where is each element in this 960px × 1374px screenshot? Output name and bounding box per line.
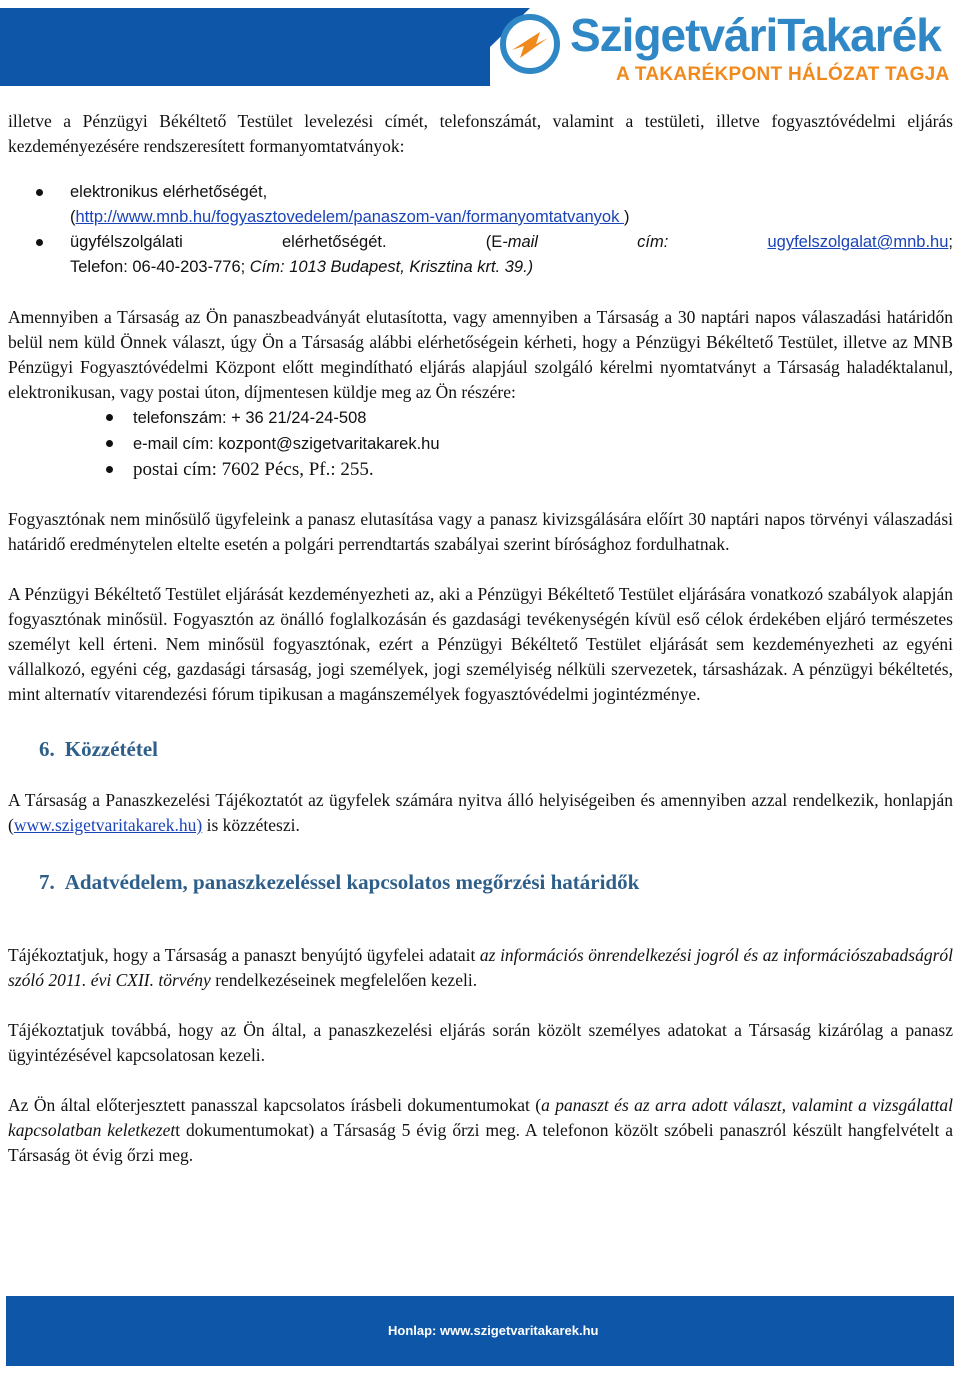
- bullet-icon: [106, 414, 113, 421]
- brand-name: SzigetváriTakarék: [570, 9, 941, 61]
- privacy-paragraph-2: Tájékoztatjuk továbbá, hogy az Ön által, a panaszkezelési eljárás során közölt személyes adatokat a Társaság kizárólag a panasz ügyintézésével kapcsolatosan kezeli.: [8, 1020, 953, 1065]
- header-blue-band: [0, 8, 490, 86]
- email-text: e-mail cím: kozpont@szigetvaritakarek.hu: [133, 435, 440, 453]
- brand-tagline: A TAKARÉKPONT HÁLÓZAT TAGJA: [616, 64, 950, 85]
- list-item-text: Telefon: 06-40-203-776;: [70, 258, 250, 276]
- paragraph-text-italic: a panaszt és az arra adott választ, valamint a vizsgálattal kapcsolatban keletkezet: [8, 1095, 953, 1140]
- footer-website: Honlap: www.szigetvaritakarek.hu: [388, 1323, 599, 1338]
- reject-paragraph: Amennyiben a Társaság az Ön panaszbeadványát elutasította, vagy amennyiben a Társaság a 30 naptári napos válaszadási határidőn belül nem küld Önnek választ, úgy Ön a Társaság alábbi elérhetőségein kérheti, hogy a Pénzügyi Békéltető Testület, illetve az MNB Pénzügyi Fogyasztóvédelmi Központ előtt megindítható eljárás alapjául szolgáló kérelmi nyomtatványt a Társaság haladéktalanul, elektronikusan, vagy postai úton, díjmentesen küldje meg az Ön részére:: [8, 307, 953, 402]
- brand-logo: [500, 8, 955, 92]
- mnb-form-link[interactable]: http://www.mnb.hu/fogyasztovedelem/panaszom-van/formanyomtatvanyok: [75, 208, 624, 226]
- section-title: Adatvédelem, panaszkezeléssel kapcsolatos megőrzési határidők: [64, 870, 640, 894]
- paragraph-text: A Társaság a Panaszkezelési Tájékoztatót az ügyfelek számára nyitva álló helyiségeiben és amennyiben azzal rendelkezik, honlapján (: [8, 790, 953, 835]
- list-item-text-italic: -mail cím:: [502, 233, 768, 251]
- phone-text: telefonszám: + 36 21/24-24-508: [133, 409, 367, 427]
- paren-open: (: [70, 208, 76, 226]
- section-title: Közzététel: [64, 737, 159, 761]
- publication-paragraph: [8, 788, 953, 838]
- consumer-paragraph: Fogyasztónak nem minősülő ügyfeleink a panasz elutasítása vagy a panasz kivizsgálására előírt 30 naptári napos törvényi válaszadási határidő eredménytelen eltelte esetén a polgári perrendtartás szabályai szerint bírósághoz fordulhatnak.: [8, 509, 953, 554]
- paragraph-text: Tájékoztatjuk, hogy a Társaság a panaszt benyújtó ügyfelei adatait: [8, 945, 480, 965]
- paragraph-text: rendelkezéseinek megfelelően kezeli.: [210, 970, 478, 990]
- intro-paragraph: illetve a Pénzügyi Békéltető Testület levelezési címét, telefonszámát, valamint a testületi, illetve fogyasztóvédelmi eljárás kezdeményezésére rendszeresített formanyomtatványok:: [8, 111, 953, 156]
- contact-list-mnb: [8, 180, 953, 280]
- paragraph-text: t dokumentumokat) a Társaság 5 évig őrzi meg. A telefonon közölt szóbeli panaszról készült hangfelvételt a Társaság öt évig őrzi meg.: [8, 1120, 953, 1165]
- list-item-continuation: [8, 255, 953, 280]
- section-number: 6.: [39, 737, 55, 761]
- bullet-icon: [36, 189, 43, 196]
- list-item-text: elektronikus elérhetőségét,: [70, 183, 268, 201]
- contact-list-company: [8, 405, 953, 482]
- section-number: 7.: [39, 870, 55, 894]
- paragraph-text: is közzéteszi.: [202, 815, 300, 835]
- bullet-icon: [36, 239, 43, 246]
- document-body: [8, 109, 953, 1168]
- privacy-paragraph-1: [8, 943, 953, 993]
- logo-mark-icon: [500, 14, 560, 74]
- page-header: [0, 0, 960, 96]
- mnb-email-link[interactable]: ugyfelszolgalat@mnb.hu: [767, 233, 949, 251]
- section-heading-7: [8, 870, 953, 895]
- paragraph-text: Az Ön által előterjesztett panasszal kapcsolatos írásbeli dokumentumokat (: [8, 1095, 542, 1115]
- section-heading-6: [8, 737, 953, 762]
- page-footer: [6, 1296, 954, 1366]
- list-item: [8, 180, 953, 230]
- bullet-icon: [106, 440, 113, 447]
- pbt-paragraph: A Pénzügyi Békéltető Testület eljárását kezdeményezheti az, aki a Pénzügyi Békéltető Testület eljárására vonatkozó szabályok alapján fogyasztónak minősül. Fogyasztón az önálló foglalkozásán és gazdasági tevékenységén kívül eső célok érdekében eljáró természetes személyt kell érteni. Nem minősül fogyasztónak, ezért a Pénzügyi Békéltető Testület eljárását sem kezdeményezheti az egyéni vállalkozó, egyéni cég, gazdasági társaság, jogi személyek, jogi személyiség nélküli szervezetek, társasházak. A pénzügyi békéltetés, mint alternatív vitarendezési fórum tipikusan a magánszemélyek fogyasztóvédelmi jogintézménye.: [8, 584, 953, 704]
- list-item: [8, 405, 953, 431]
- list-item-text: ügyfélszolgálati elérhetőségét. (E: [70, 233, 503, 251]
- list-item: [8, 230, 953, 255]
- list-item-text: ;: [948, 233, 953, 251]
- list-item: [8, 457, 953, 482]
- paren-close: ): [623, 208, 630, 226]
- law-reference: az információs önrendelkezési jogról és az információszabadságról szóló 2011. évi CXII. törvény: [8, 945, 954, 990]
- list-item: [8, 431, 953, 457]
- bullet-icon: [106, 466, 113, 473]
- list-item-text-italic: Cím: 1013 Budapest, Krisztina krt. 39.): [249, 258, 534, 276]
- website-link[interactable]: www.szigetvaritakarek.hu): [13, 815, 203, 835]
- postal-text: postai cím: 7602 Pécs, Pf.: 255.: [133, 459, 374, 480]
- privacy-paragraph-3: [8, 1093, 953, 1168]
